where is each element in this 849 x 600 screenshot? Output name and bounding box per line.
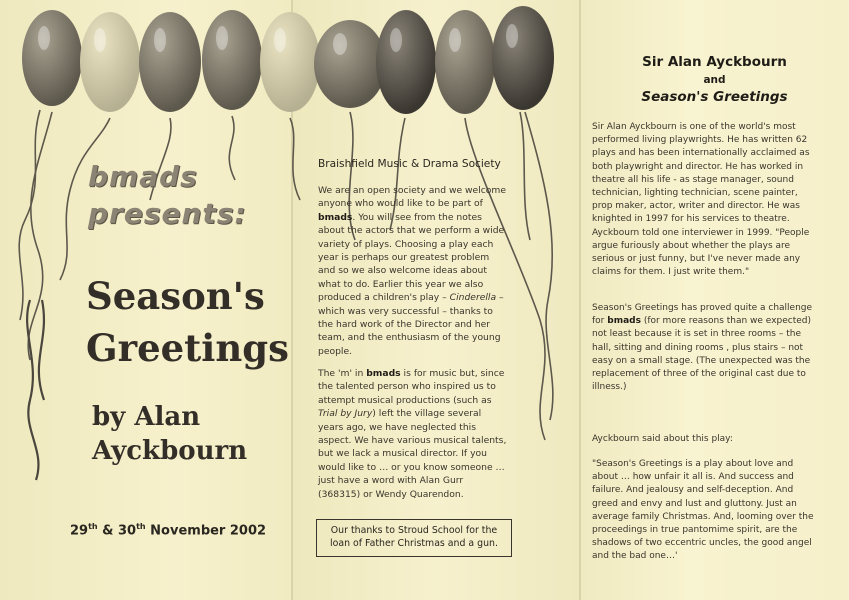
show-title-line-1: Season's	[86, 274, 265, 318]
author-bio-paragraph: Sir Alan Ayckbourn is one of the world's most performed living playwrights. He has written 62 plays and has been internationally acclaimed as both playwright and director. He has worked in theatre all his life - as stage manager, sound technician, lighting technician, scene painter, prop maker, actor, writer and director. He was knighted in 1997 for his services to theatre. Ayckbourn told one interviewer in 1999. "People argue furiously about whether the plays are serious or just funny, but I've never made any claims for them. I just write them."	[592, 122, 810, 278]
music-paragraph: The 'm' in bmads is for music but, since the talented person who inspired us to attempt musical productions (such as Trial by Jury) left the village several years ago, we have neglected this aspect. We have various musical talents, but we lack a musical director. If you would like to … or you know someone … just have a word with Alan Gurr (368315) or Wendy Quarendon.	[318, 368, 507, 500]
author-line-1: by Alan	[92, 402, 201, 432]
society-intro-paragraph: We are an open society and we welcome anyone who would like to be part of bmads. You will see from the notes about the actors that we perform a wide variety of plays. Choosing a play each year is perhaps our greatest problem and so we also welcome ideas about what to do. Earlier this year we also produced a children's play – Cinderella – which was very successful – thanks to the hard work of the Director and her team, and the enthusiasm of the young people.	[318, 185, 507, 357]
play-heading: Season's Greetings	[641, 89, 788, 105]
ayckbourn-quote: "Season's Greetings is a play about love and about … how unfair it all is. And success and failure. And jealousy and self-deception. And greed and envy and lust and gluttony. Just an average family Christmas. And, looming over the proceedings in true pantomime spirit, are the shadows of two eccentric uncles, the good angel and the bad one…'	[592, 459, 814, 562]
heading-and: and	[703, 74, 726, 86]
performance-dates: 29th & 30th November 2002	[70, 522, 267, 539]
quote-intro: Ayckbourn said about this play:	[592, 434, 733, 444]
society-heading: Braishfield Music & Drama Society	[318, 158, 501, 170]
show-title-line-2: Greetings	[86, 326, 289, 370]
author-heading: Sir Alan Ayckbourn	[642, 54, 787, 70]
author-line-2: Ayckbourn	[92, 436, 248, 466]
bmads-logo-text: bmads	[88, 160, 198, 193]
production-paragraph: Season's Greetings has proved quite a challenge for bmads (for more reasons than we expected) not least because it is set in three rooms – the hall, sitting and dining rooms , plus stairs – not easy on a small stage. (The unexpected was the replacement of three of the original cast due to illness.)	[592, 303, 813, 393]
thanks-box: Our thanks to Stroud School for the loan of Father Christmas and a gun.	[316, 519, 512, 557]
presents-text: presents:	[88, 197, 247, 230]
